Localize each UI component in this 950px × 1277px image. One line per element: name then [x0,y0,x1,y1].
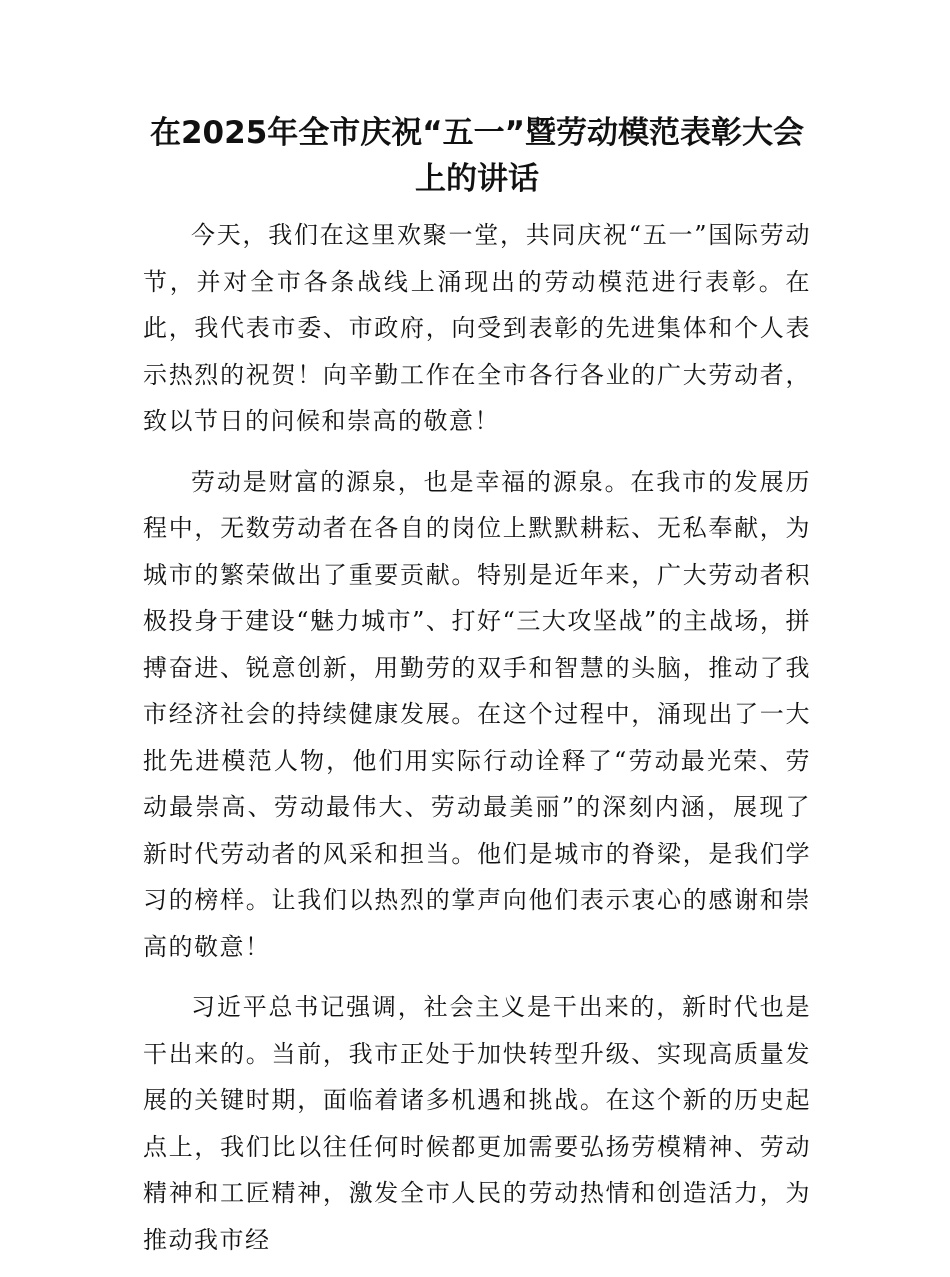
document-page [143,110,811,1277]
paragraph-1: 今天，我们在这里欢聚一堂，共同庆祝“五一”国际劳动节，并对全市各条战线上涌现出的劳动模范进行表彰。在此，我代表市委、市政府，向受到表彰的先进集体和个人表示热烈的祝贺！向辛勤工作在全市各行各业的广大劳动者，致以节日的问候和崇高的敬意！ [143,221,811,435]
paragraph-2: 劳动是财富的源泉，也是幸福的源泉。在我市的发展历程中，无数劳动者在各自的岗位上默默耕耘、无私奉献，为城市的繁荣做出了重要贡献。特别是近年来，广大劳动者积极投身于建设“魅力城市”、打好“三大攻坚战”的主战场，拼搏奋进、锐意创新，用勤劳的双手和智慧的头脑，推动了我市经济社会的持续健康发展。在这个过程中，涌现出了一大批先进模范人物，他们用实际行动诠释了“劳动最光荣、劳动最崇高、劳动最伟大、劳动最美丽”的深刻内涵，展现了新时代劳动者的风采和担当。他们是城市的脊梁，是我们学习的榜样。让我们以热烈的掌声向他们表示衷心的感谢和崇高的敬意！ [143,467,811,961]
paragraph-3: 习近平总书记强调，社会主义是干出来的，新时代也是干出来的。当前，我市正处于加快转型升级、实现高质量发展的关键时期，面临着诸多机遇和挑战。在这个新的历史起点上，我们比以往任何时候都更加需要弘扬劳模精神、劳动精神和工匠精神，激发全市人民的劳动热情和创造活力，为推动我市经 [143,993,811,1254]
document-title: 在2025年全市庆祝“五一”暨劳动模范表彰大会上的讲话 [149,115,805,197]
document-body [143,212,811,1263]
